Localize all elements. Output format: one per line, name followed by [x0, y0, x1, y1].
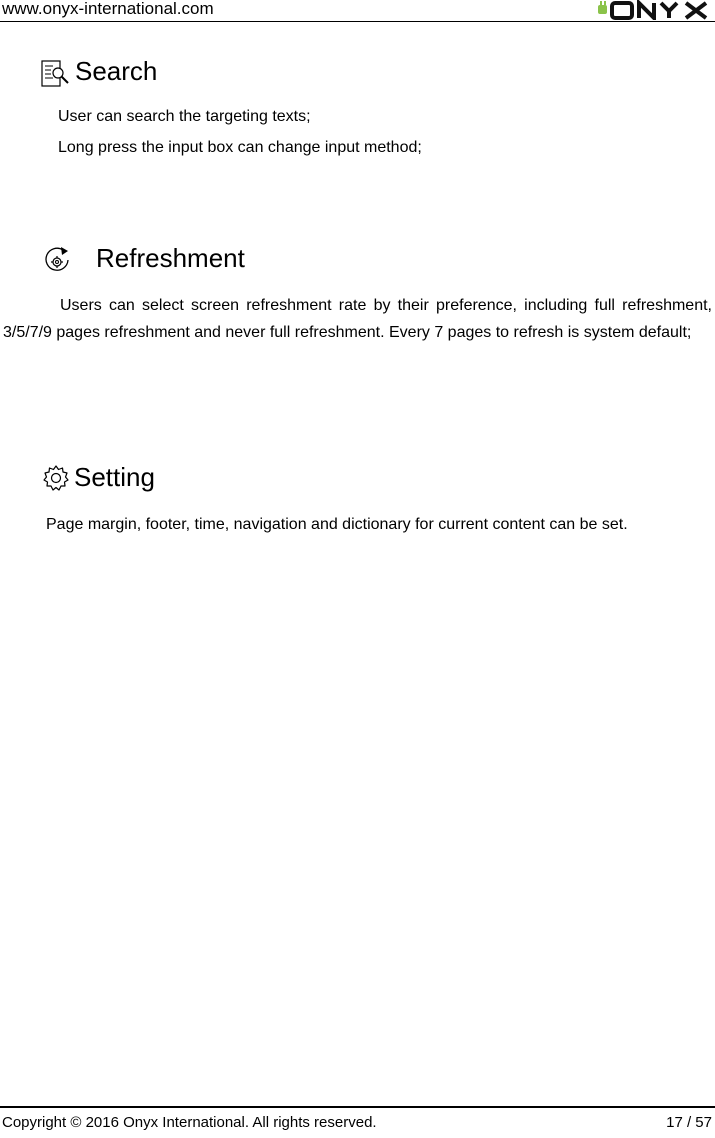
section-title-refreshment: Refreshment	[96, 243, 245, 273]
search-line-2: Long press the input box can change input method;	[58, 139, 422, 156]
footer-copyright: Copyright © 2016 Onyx International. All rights reserved.	[2, 1114, 377, 1131]
section-title-setting: Setting	[74, 462, 155, 492]
gear-icon	[42, 464, 70, 492]
search-line-1: User can search the targeting texts;	[58, 108, 311, 125]
page-number: 17 / 57	[666, 1114, 712, 1131]
header-url: www.onyx-international.com	[2, 0, 214, 18]
page-header	[0, 0, 715, 22]
onyx-logo	[594, 0, 712, 20]
refresh-gear-icon	[43, 246, 73, 274]
setting-text: Page margin, footer, time, navigation and dictionary for current content can be set.	[46, 516, 628, 533]
page-footer	[0, 1106, 715, 1138]
refreshment-text: Users can select screen refreshment rate by their preference, including full refreshment, 3/5/7/9 pages refreshment and never full refreshment. Every 7 pages to refresh is system default;	[3, 297, 712, 341]
search-list-icon	[41, 60, 71, 88]
section-title-search: Search	[75, 56, 158, 86]
logo-mark-icon	[598, 1, 607, 14]
